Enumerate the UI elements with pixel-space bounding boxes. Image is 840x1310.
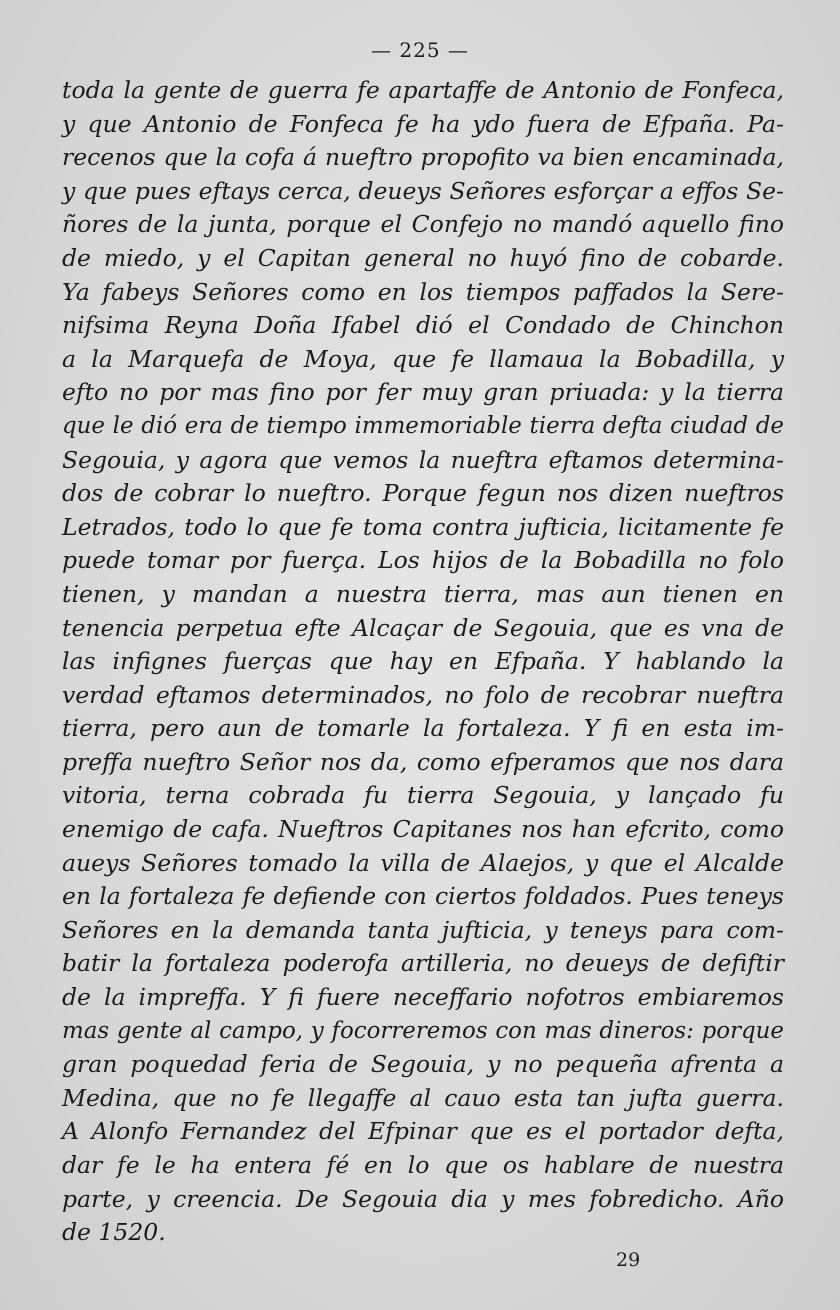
text-line: Ya fabeys Señores como en los tiempos paffados la Sere- xyxy=(62,277,784,306)
text-line: que le dió era de tiempo immemoriable tierra defta ciudad de xyxy=(62,412,784,439)
text-line: Segouia, y agora que vemos la nueftra eftamos determina- xyxy=(62,445,784,474)
text-line: dos de cobrar lo nueftro. Porque fegun nos dizen nueftros xyxy=(62,479,784,508)
text-line: en la fortaleza fe defiende con ciertos foldados. Pues teneys xyxy=(62,882,784,911)
text-line: A Alonfo Fernandez del Efpinar que es el portador defta, xyxy=(62,1117,784,1146)
text-line: ñores de la junta, porque el Confejo no mandó aquello fino xyxy=(62,210,784,239)
text-line: las infignes fuerças que hay en Efpaña. Y hablando la xyxy=(62,647,784,676)
text-line: Letrados, todo lo que fe toma contra jufticia, licitamente fe xyxy=(62,512,784,541)
text-line: tierra, pero aun de tomarle la fortaleza. Y fi en esta im- xyxy=(62,714,784,743)
text-line: y que pues eftays cerca, deueys Señores esforçar a effos Se- xyxy=(62,176,784,205)
text-line: Medina, que no fe llegaffe al cauo esta tan jufta guerra. xyxy=(62,1083,784,1112)
text-line: toda la gente de guerra fe apartaffe de Antonio de Fonfeca, xyxy=(62,76,784,104)
text-line: y que Antonio de Fonfeca fe ha ydo fuera de Efpaña. Pa- xyxy=(62,109,784,138)
text-line: vitoria, terna cobrada fu tierra Segouia, y lançado fu xyxy=(62,781,784,810)
text-line: dar fe le ha entera fé en lo que os hablare de nuestra xyxy=(62,1151,784,1179)
text-line: nifsima Reyna Doña Ifabel dió el Condado de Chinchon xyxy=(62,311,784,340)
text-line: mas gente al campo, y focorreremos con mas dineros: porque xyxy=(62,1017,784,1044)
text-line: de miedo, y el Capitan general no huyó fino de cobarde. xyxy=(62,243,784,272)
text-line: tienen, y mandan a nuestra tierra, mas aun tienen en xyxy=(62,579,784,608)
text-line: batir la fortaleza poderofa artilleria, no deueys de defiftir xyxy=(62,949,784,978)
page-header: — 225 — xyxy=(371,38,469,62)
text-line: de 1520. xyxy=(62,1218,166,1247)
text-line: puede tomar por fuerça. Los hijos de la Bobadilla no folo xyxy=(62,546,784,575)
text-line: gran poquedad feria de Segouia, y no pequeña afrenta a xyxy=(62,1050,784,1079)
text-line: enemigo de cafa. Nueftros Capitanes nos han efcrito, como xyxy=(62,815,784,844)
body-text xyxy=(62,74,784,1250)
text-line: de la impreffa. Y fi fuere neceffario nofotros embiaremos xyxy=(62,983,784,1012)
text-line: Señores en la demanda tanta jufticia, y teneys para com- xyxy=(62,915,784,944)
text-line: tenencia perpetua efte Alcaçar de Segouia, que es vna de xyxy=(62,613,784,642)
text-line: recenos que la cofa á nueftro propofito va bien encaminada, xyxy=(62,143,784,172)
text-line: aueys Señores tomado la villa de Alaejos, y que el Alcalde xyxy=(62,848,784,877)
text-line: parte, y creencia. De Segouia dia y mes fobredicho. Año xyxy=(62,1184,784,1213)
text-line: efto no por mas fino por fer muy gran priuada: y la tierra xyxy=(62,378,784,407)
text-line: preffa nueftro Señor nos da, como efperamos que nos dara xyxy=(62,747,784,776)
text-line: verdad eftamos determinados, no folo de recobrar nueftra xyxy=(62,680,784,709)
page-number: 29 xyxy=(616,1249,641,1271)
text-line: a la Marquefa de Moya, que fe llamaua la Bobadilla, y xyxy=(62,344,784,373)
